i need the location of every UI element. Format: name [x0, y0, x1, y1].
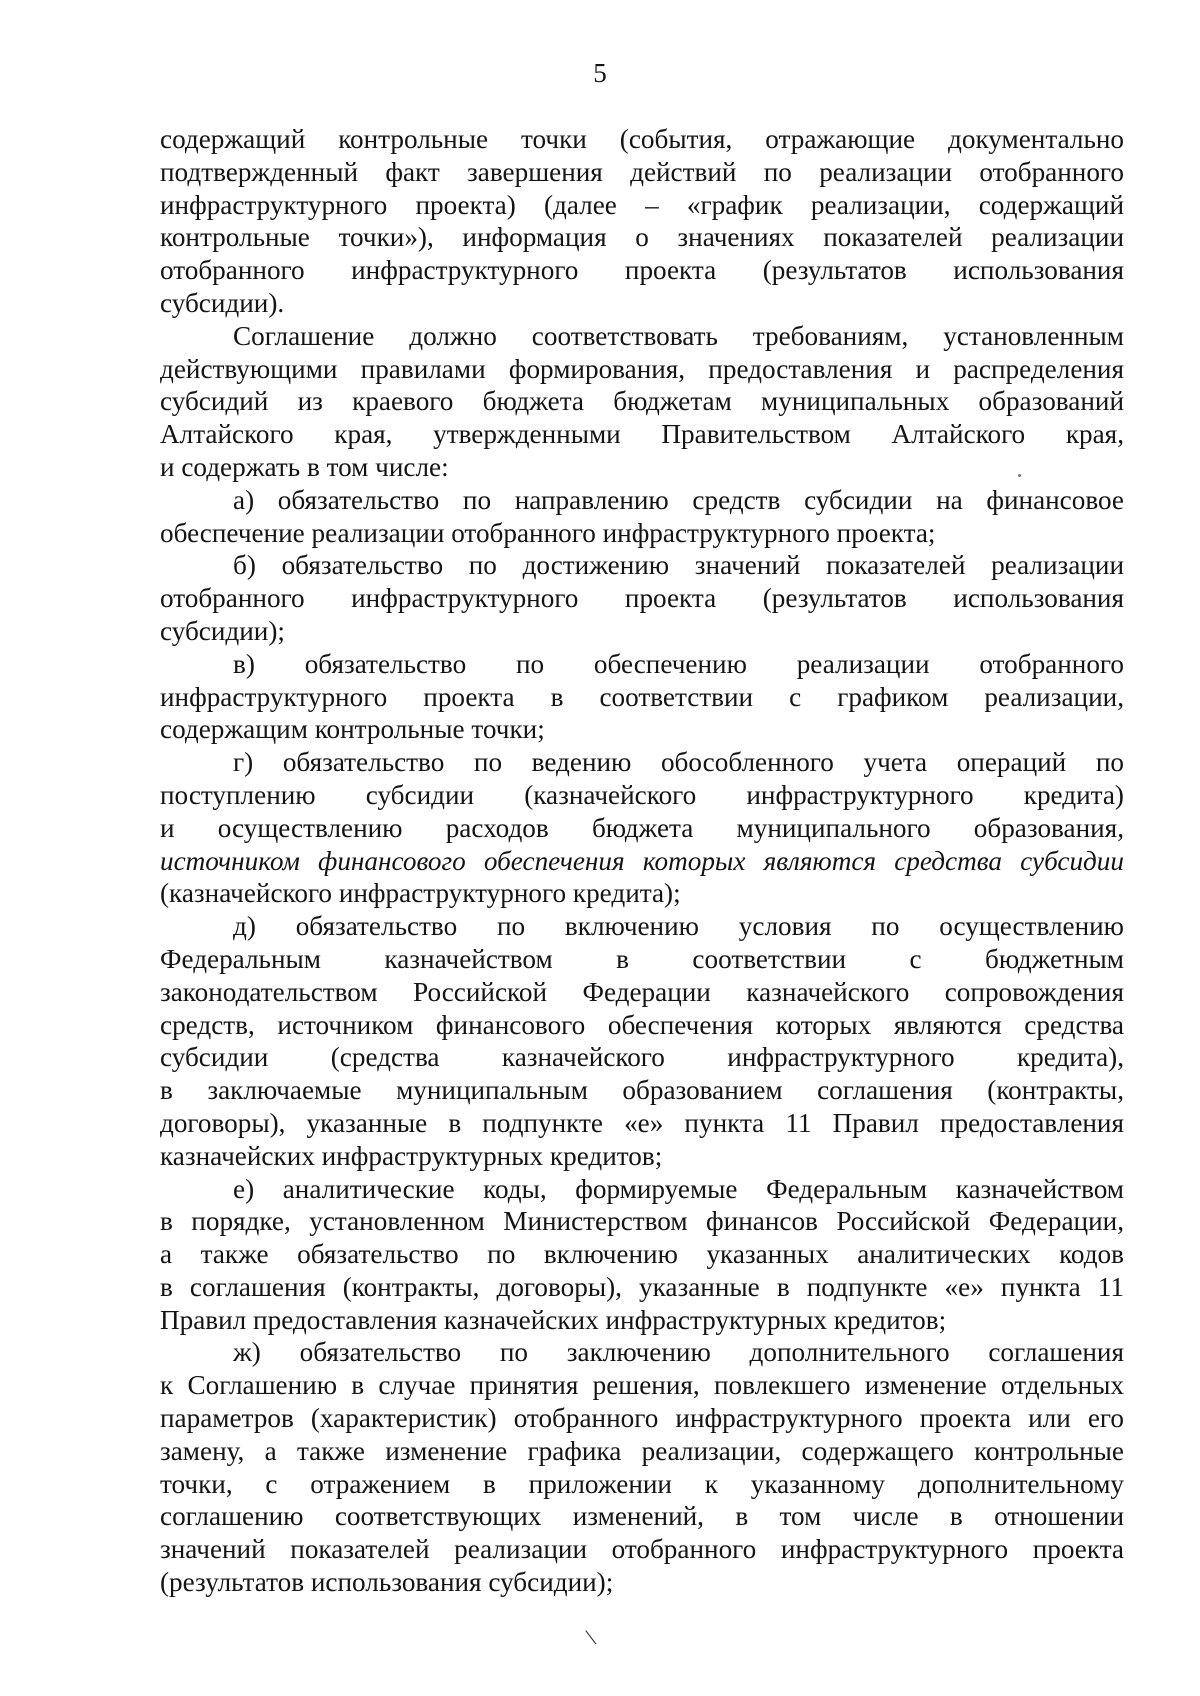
text-line: ж) обязательство по заключению дополнительного соглашения — [233, 1337, 1124, 1368]
text-line: в соглашения (контракты, договоры), указанные в подпункте «е» пункта 11 — [160, 1271, 1124, 1302]
text-line: субсидий из краевого бюджета бюджетам муниципальных образований — [160, 386, 1124, 417]
text-line: (казначейского инфраструктурного кредита); — [160, 878, 681, 909]
text-line: содержащим контрольные точки; — [160, 714, 545, 745]
text-line: к Соглашению в случае принятия решения, повлекшего изменение отдельных — [160, 1370, 1124, 1401]
document-body — [160, 123, 1124, 1599]
text-line: действующими правилами формирования, предоставления и распределения — [160, 353, 1124, 384]
paragraph-item-b — [160, 549, 1124, 647]
text-line: казначейских инфраструктурных кредитов; — [160, 1140, 663, 1171]
text-line: точки, с отражением в приложении к указанному дополнительному — [160, 1468, 1124, 1499]
text-line: замену, а также изменение графика реализации, содержащего контрольные — [160, 1435, 1124, 1466]
text-line: в заключаемые муниципальным образованием соглашения (контракты, — [160, 1075, 1124, 1106]
text-line: отобранного инфраструктурного проекта (результатов использования — [160, 583, 1124, 614]
text-line: инфраструктурного проекта в соответствии с графиком реализации, — [160, 681, 1124, 712]
text-line: субсидии). — [160, 287, 285, 318]
paragraph-item-e — [160, 1173, 1124, 1337]
text-line: средств, источником финансового обеспечения которых являются средства — [160, 1009, 1124, 1040]
paragraph-schedule-info — [160, 123, 1124, 320]
paragraph-item-v — [160, 648, 1124, 746]
text-line: Соглашение должно соответствовать требованиям, установленным — [233, 320, 1124, 351]
text-line: значений показателей реализации отобранного инфраструктурного проекта — [160, 1534, 1124, 1565]
text-line: источником финансового обеспечения которых являются средства субсидии — [160, 845, 1124, 876]
text-line: договоры), указанные в подпункте «е» пункта 11 Правил предоставления — [160, 1107, 1124, 1138]
paragraph-item-g — [160, 746, 1124, 910]
text-line: Алтайского края, утвержденными Правительством Алтайского края, — [160, 419, 1124, 450]
paragraph-agreement-requirements — [160, 320, 1124, 484]
text-line: и содержать в том числе: — [160, 451, 449, 482]
text-line: б) обязательство по достижению значений показателей реализации — [233, 550, 1124, 581]
text-line: параметров (характеристик) отобранного инфраструктурного проекта или его — [160, 1403, 1124, 1434]
paragraph-item-zh — [160, 1336, 1124, 1598]
page-number: 5 — [593, 58, 607, 88]
text-line: поступлению субсидии (казначейского инфраструктурного кредита) — [160, 779, 1124, 810]
text-line: обеспечение реализации отобранного инфраструктурного проекта; — [160, 517, 936, 548]
text-line: (результатов использования субсидии); — [160, 1567, 614, 1598]
text-line: соглашению соответствующих изменений, в том числе в отношении — [160, 1501, 1124, 1532]
paragraph-item-d — [160, 910, 1124, 1172]
paragraph-item-a — [160, 484, 1124, 550]
text-line: подтвержденный факт завершения действий по реализации отобранного — [160, 156, 1124, 187]
text-line: г) обязательство по ведению обособленного учета операций по — [233, 747, 1124, 778]
text-line: а) обязательство по направлению средств субсидии на финансовое — [233, 484, 1124, 515]
text-line: субсидии (средства казначейского инфраструктурного кредита), — [160, 1042, 1124, 1073]
scan-speck — [1018, 474, 1021, 477]
text-line: и осуществлению расходов бюджета муниципального образования, — [160, 812, 1124, 843]
text-line: е) аналитические коды, формируемые Федеральным казначейством — [233, 1173, 1124, 1204]
text-line: д) обязательство по включению условия по осуществлению — [233, 911, 1124, 942]
text-line: Федеральным казначейством в соответствии с бюджетным — [160, 943, 1124, 974]
text-line: в) обязательство по обеспечению реализации отобранного — [233, 648, 1124, 679]
text-line: Правил предоставления казначейских инфраструктурных кредитов; — [160, 1304, 947, 1335]
text-line: законодательством Российской Федерации казначейского сопровождения — [160, 976, 1124, 1007]
text-line: контрольные точки»), информация о значениях показателей реализации — [160, 222, 1124, 253]
text-line: а также обязательство по включению указанных аналитических кодов — [160, 1239, 1124, 1270]
text-line: инфраструктурного проекта) (далее – «график реализации, содержащий — [160, 189, 1124, 220]
text-line: в порядке, установленном Министерством финансов Российской Федерации, — [160, 1206, 1124, 1237]
margin-mark: \ — [583, 1624, 599, 1652]
text-line: содержащий контрольные точки (события, отражающие документально — [160, 124, 1124, 154]
text-line: отобранного инфраструктурного проекта (результатов использования — [160, 255, 1124, 286]
text-line: субсидии); — [160, 615, 285, 646]
